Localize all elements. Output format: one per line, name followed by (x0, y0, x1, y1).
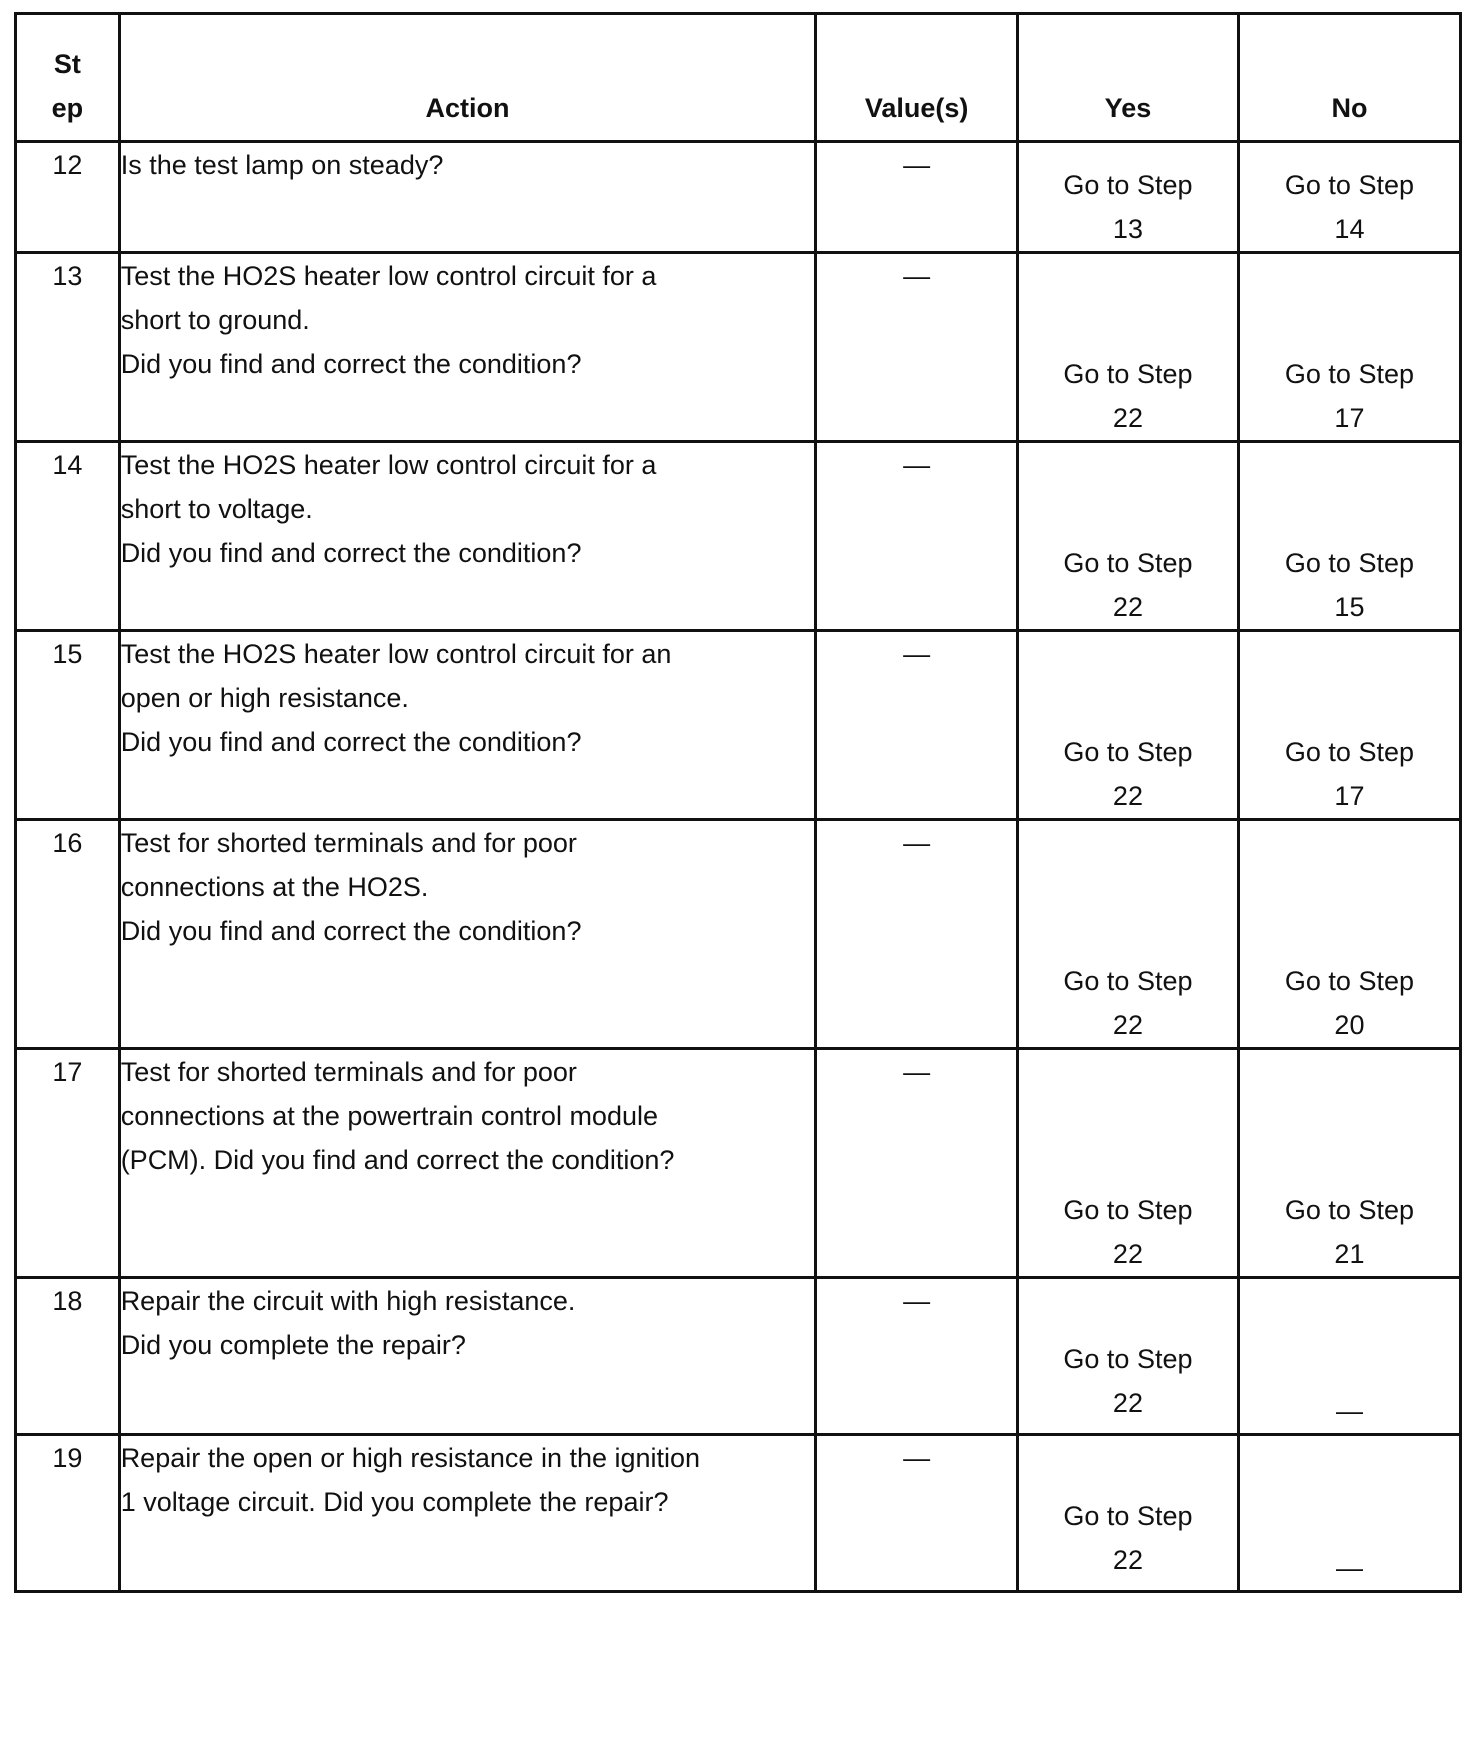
action-line: Did you find and correct the condition? (120, 538, 582, 568)
value-dash: — (903, 639, 931, 669)
value-dash: — (903, 828, 931, 858)
yes-goto-step: 22 (1112, 1388, 1143, 1418)
header-action: Action (119, 14, 816, 142)
action-line: 1 voltage circuit. Did you complete the repair? (120, 1487, 669, 1517)
table-row (16, 1049, 1461, 1278)
step-number: 14 (16, 442, 120, 631)
action-line: Did you find and correct the condition? (120, 916, 582, 946)
yes-goto-step: 22 (1112, 1239, 1143, 1269)
table-row (16, 631, 1461, 820)
table-row (16, 442, 1461, 631)
no-goto-label: Go to Step (1284, 170, 1414, 200)
no-cell (1238, 1278, 1460, 1435)
value-dash: — (903, 1443, 931, 1473)
value-cell (816, 631, 1018, 820)
action-text (119, 1278, 816, 1435)
no-cell (1238, 631, 1460, 820)
no-goto-step: 21 (1334, 1239, 1365, 1269)
no-dash: — (1335, 1396, 1363, 1426)
action-line: Test for shorted terminals and for poor (120, 1057, 577, 1087)
no-goto-label: Go to Step (1284, 966, 1414, 996)
action-line: Repair the open or high resistance in the ignition (120, 1443, 701, 1473)
table-row (16, 1278, 1461, 1435)
yes-goto-label: Go to Step (1063, 1195, 1193, 1225)
no-cell (1238, 1049, 1460, 1278)
yes-goto-label: Go to Step (1063, 548, 1193, 578)
action-text (119, 442, 816, 631)
yes-goto-label: Go to Step (1063, 1344, 1193, 1374)
header-no: No (1238, 14, 1460, 142)
action-line: Test the HO2S heater low control circuit for a (120, 450, 657, 480)
yes-cell (1018, 1278, 1239, 1435)
yes-goto-label: Go to Step (1063, 737, 1193, 767)
no-cell (1238, 142, 1460, 253)
header-row (16, 14, 1461, 142)
yes-cell (1018, 820, 1239, 1049)
action-line: Test for shorted terminals and for poor (120, 828, 577, 858)
value-dash: — (903, 261, 931, 291)
step-number: 17 (16, 1049, 120, 1278)
yes-goto-step: 13 (1112, 214, 1143, 244)
step-number: 19 (16, 1435, 120, 1592)
action-line: Repair the circuit with high resistance. (120, 1286, 576, 1316)
no-goto-step: 15 (1334, 592, 1365, 622)
value-cell (816, 1049, 1018, 1278)
no-cell (1238, 820, 1460, 1049)
yes-goto-label: Go to Step (1063, 1501, 1193, 1531)
action-line: short to ground. (120, 305, 310, 335)
value-dash: — (903, 150, 931, 180)
action-line: Did you complete the repair? (120, 1330, 466, 1360)
action-line: open or high resistance. (120, 683, 409, 713)
no-cell (1238, 442, 1460, 631)
action-line: connections at the powertrain control module (120, 1101, 658, 1131)
action-text (119, 1435, 816, 1592)
value-dash: — (903, 1057, 931, 1087)
no-dash: — (1335, 1553, 1363, 1583)
step-number: 13 (16, 253, 120, 442)
no-goto-step: 17 (1334, 781, 1365, 811)
action-line: Test the HO2S heater low control circuit for an (120, 639, 672, 669)
value-cell (816, 142, 1018, 253)
yes-goto-label: Go to Step (1063, 170, 1193, 200)
yes-cell (1018, 142, 1239, 253)
no-goto-label: Go to Step (1284, 737, 1414, 767)
step-number: 12 (16, 142, 120, 253)
yes-goto-label: Go to Step (1063, 966, 1193, 996)
no-goto-step: 20 (1334, 1010, 1365, 1040)
value-cell (816, 442, 1018, 631)
action-line: Test the HO2S heater low control circuit for a (120, 261, 657, 291)
no-goto-label: Go to Step (1284, 359, 1414, 389)
yes-cell (1018, 1435, 1239, 1592)
action-line: Is the test lamp on steady? (120, 150, 444, 180)
no-goto-label: Go to Step (1284, 548, 1414, 578)
table-row (16, 820, 1461, 1049)
action-line: short to voltage. (120, 494, 313, 524)
step-number: 15 (16, 631, 120, 820)
yes-goto-step: 22 (1112, 781, 1143, 811)
yes-goto-step: 22 (1112, 403, 1143, 433)
table-row (16, 1435, 1461, 1592)
action-text (119, 631, 816, 820)
yes-cell (1018, 1049, 1239, 1278)
action-line: (PCM). Did you find and correct the condition? (120, 1145, 675, 1175)
yes-goto-label: Go to Step (1063, 359, 1193, 389)
action-line: Did you find and correct the condition? (120, 349, 582, 379)
header-step: St ep (16, 14, 120, 142)
action-text (119, 820, 816, 1049)
header-value: Value(s) (816, 14, 1018, 142)
value-cell (816, 253, 1018, 442)
value-cell (816, 820, 1018, 1049)
step-number: 18 (16, 1278, 120, 1435)
no-cell (1238, 253, 1460, 442)
table-row (16, 142, 1461, 253)
value-dash: — (903, 1286, 931, 1316)
action-text (119, 253, 816, 442)
no-goto-step: 14 (1334, 214, 1365, 244)
yes-goto-step: 22 (1112, 592, 1143, 622)
action-line: connections at the HO2S. (120, 872, 429, 902)
no-goto-step: 17 (1334, 403, 1365, 433)
action-text (119, 142, 816, 253)
yes-cell (1018, 631, 1239, 820)
step-number: 16 (16, 820, 120, 1049)
yes-goto-step: 22 (1112, 1010, 1143, 1040)
header-yes: Yes (1018, 14, 1239, 142)
no-cell (1238, 1435, 1460, 1592)
yes-goto-step: 22 (1112, 1545, 1143, 1575)
no-goto-label: Go to Step (1284, 1195, 1414, 1225)
yes-cell (1018, 442, 1239, 631)
table-row (16, 253, 1461, 442)
diagnostic-table (14, 12, 1462, 1593)
value-cell (816, 1435, 1018, 1592)
value-dash: — (903, 450, 931, 480)
action-text (119, 1049, 816, 1278)
action-line: Did you find and correct the condition? (120, 727, 582, 757)
yes-cell (1018, 253, 1239, 442)
value-cell (816, 1278, 1018, 1435)
